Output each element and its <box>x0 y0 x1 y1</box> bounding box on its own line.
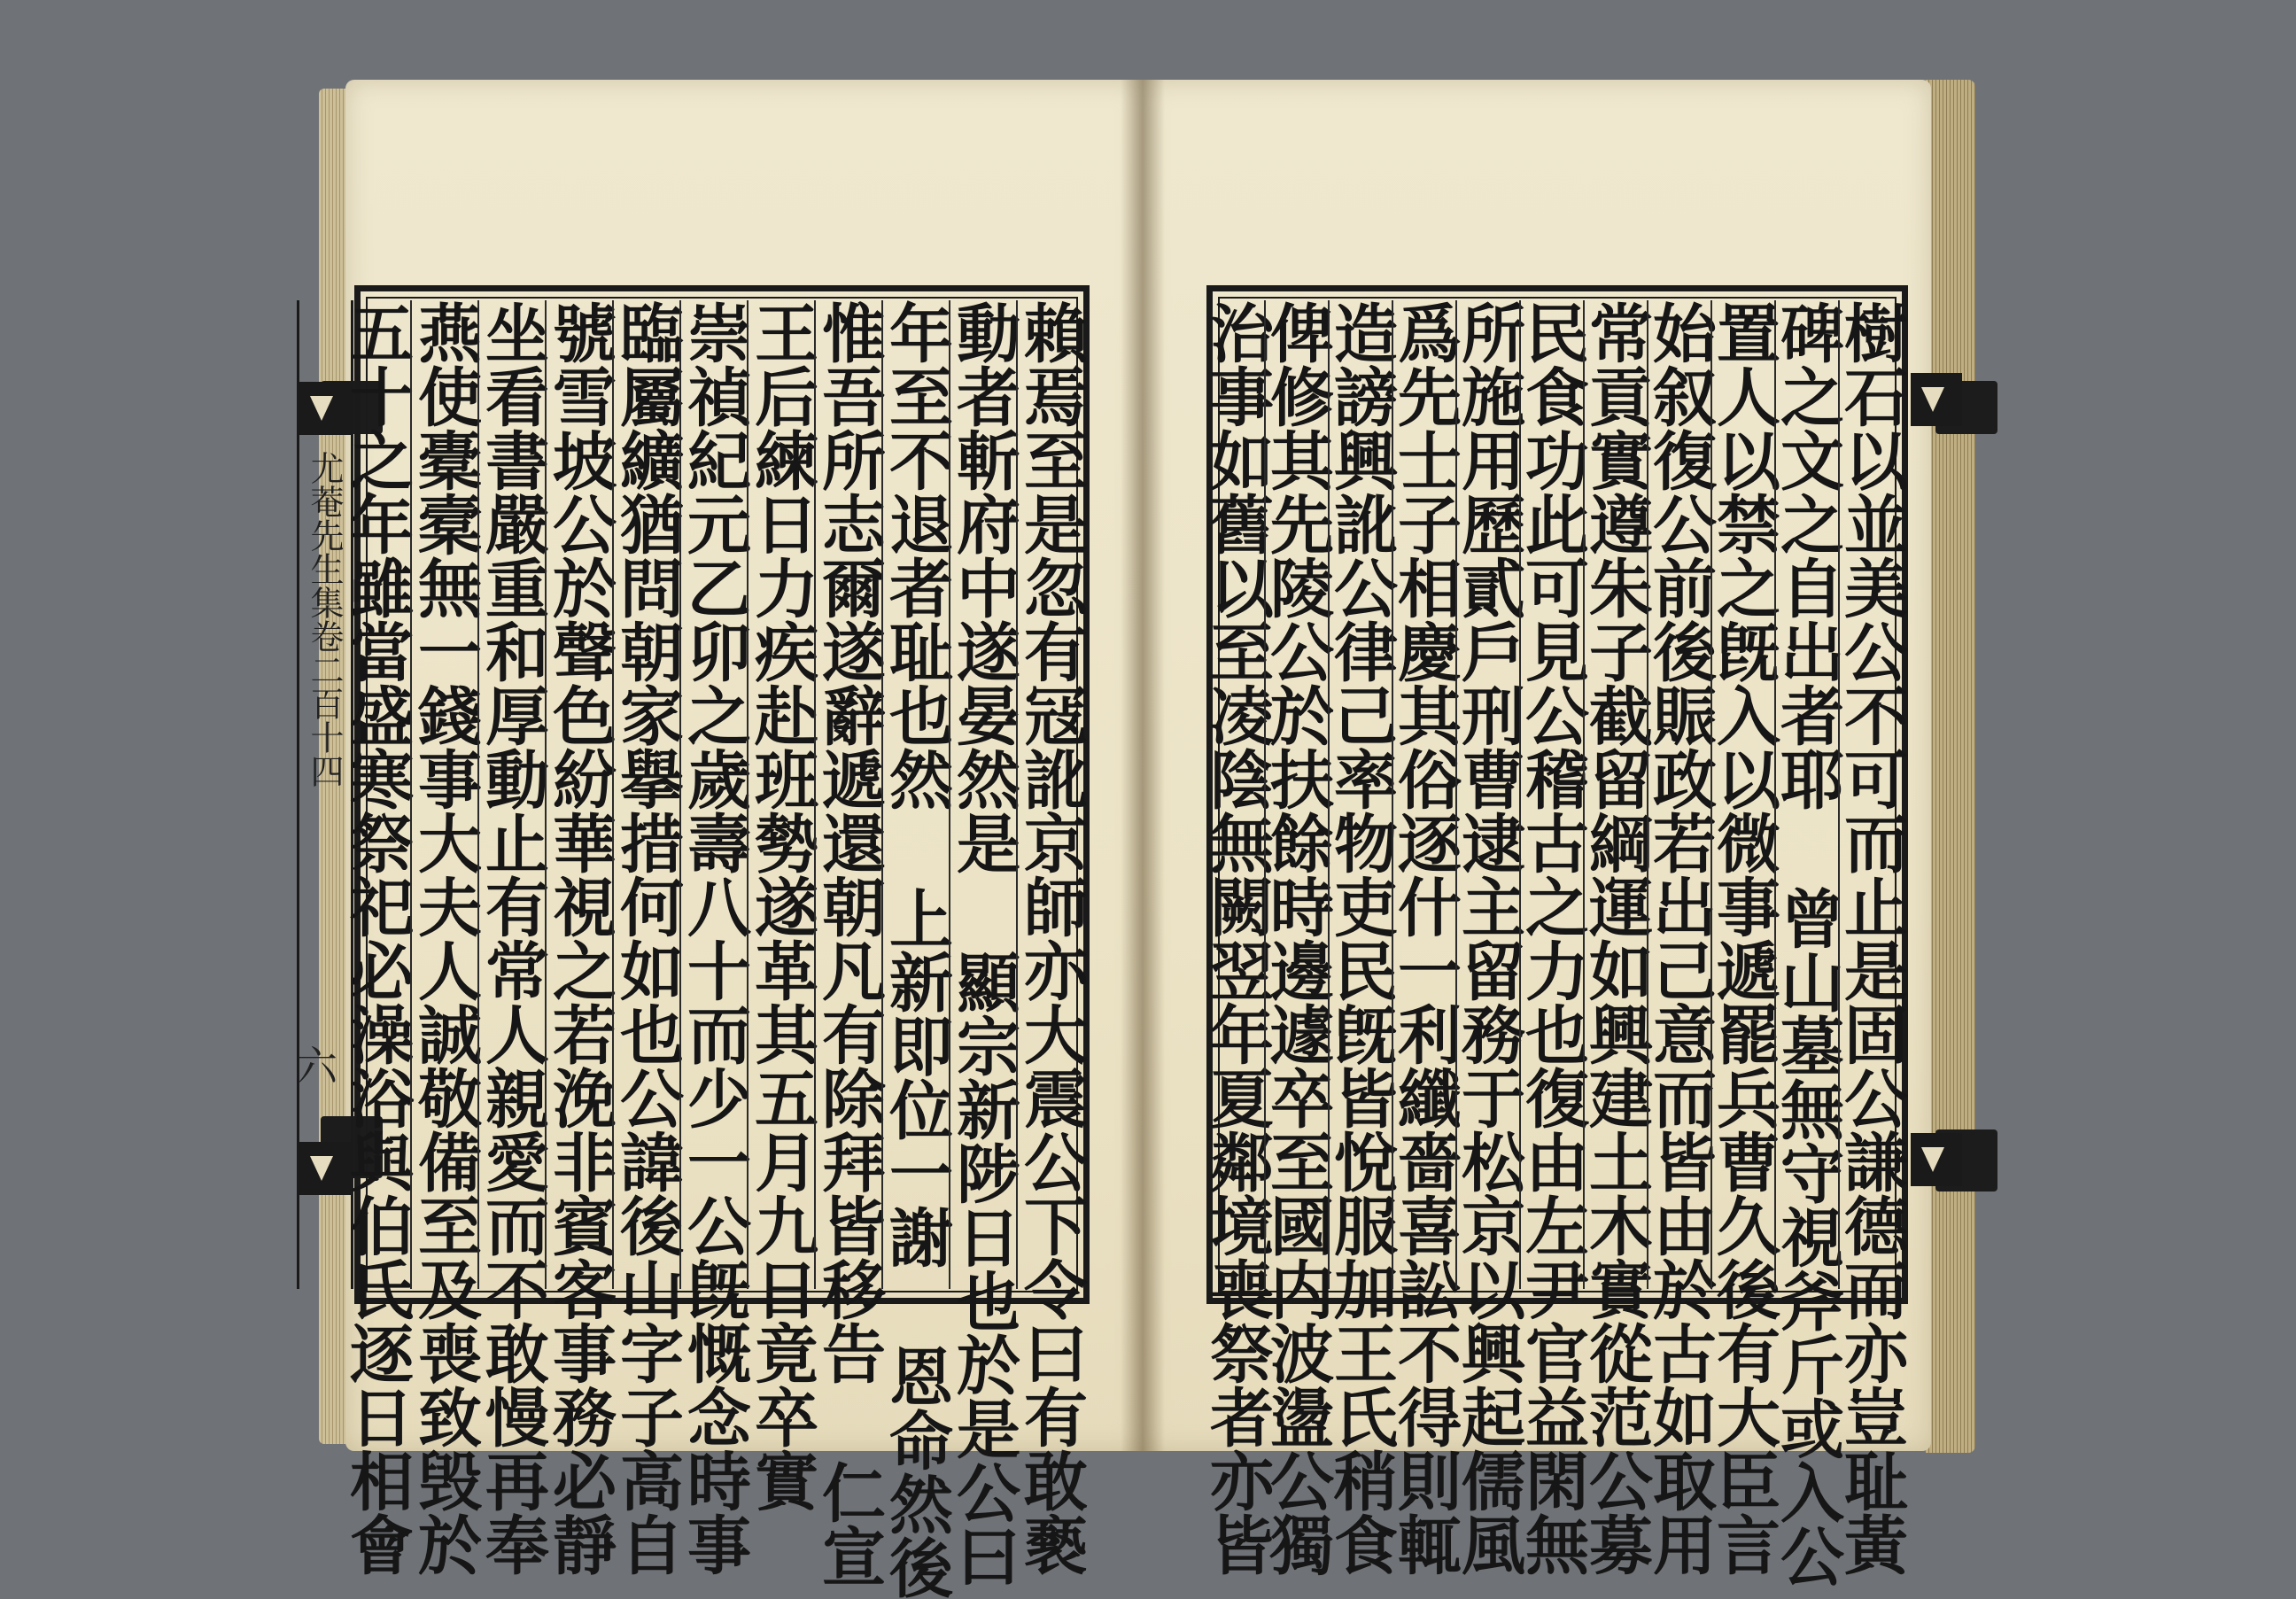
text-column: 賴焉至是忽有冦訛京師亦大震公下令曰有敢褻 <box>1013 300 1089 1576</box>
book-gutter <box>1121 80 1165 1451</box>
text-column: 年至不退者耻也然 上新即位一謝 恩命然後 <box>879 300 954 1599</box>
book-title: 尤菴先生集卷二百十四 <box>305 451 344 788</box>
text-column: 五十之年雖當盛寒祭祀必澡浴與伯氏逐日相會 <box>339 300 415 1576</box>
text-column: 臨屬纊猶問朝家擧措何如也公諱後山字子高自 <box>609 300 685 1576</box>
text-column: 燕使橐槖無一錢事大夫人誠敬備至及喪致毁於 <box>407 300 483 1576</box>
text-column: 爲先士子相慶其俗逐什一利纖嗇喜訟不得則輒 <box>1387 300 1462 1576</box>
page-number: 六 <box>291 1044 338 1085</box>
left-text-frame <box>291 285 1090 1599</box>
text-column: 置人以禁之旣入以微事遞罷兵曹久後有大臣言 <box>1706 300 1781 1576</box>
right-fishtail-mark-bottom <box>1911 1133 1962 1186</box>
text-column: 俾修其先陵公於扶餘時邊遽卒至國内波盪公獨 <box>1260 300 1335 1576</box>
right-fishtail-mark-top <box>1911 373 1962 426</box>
right-text-columns <box>1199 300 1909 1587</box>
right-page-edges <box>1926 80 1975 1453</box>
text-column: 動者斬府中遂晏然是 顯宗新陟日也於是公曰 <box>946 300 1021 1587</box>
text-column: 坐看書嚴重和厚動止有常人親愛而不敢慢再奉 <box>475 300 550 1576</box>
text-column: 碑之文之自出者耶 曾山墓無守視斧斤或入公 <box>1770 300 1845 1587</box>
text-column: 號雪坡公於聲色紛華視之若浼非賓客事務必靜 <box>542 300 617 1576</box>
left-text-columns <box>339 300 1089 1599</box>
text-column: 民食功此可見公稽古之力也復由左尹官益閑無 <box>1515 300 1590 1576</box>
text-column: 惟吾所志爾遂辭遞還朝凡有除拜皆移告 仁宣 <box>811 300 887 1587</box>
text-column: 常貢實遵朱子截留綱運如興建土木實從范公募 <box>1578 300 1654 1576</box>
text-column: 所施用歷貳戶刑曹逮主留務于松京以興起儒風 <box>1451 300 1526 1576</box>
text-column: 樹石以並美公不可而止是固公謙德而亦豈耻黃 <box>1834 300 1909 1576</box>
text-column: 崇禎紀元乙卯之歲壽八十而少一公旣慨念時事 <box>677 300 752 1576</box>
text-column: 造謗興訛公律己率物吏民旣皆悅服加王氏稍食 <box>1323 300 1399 1576</box>
text-column: 治事如舊以至凌陰無闕翌年夏鄰境喪祭者亦皆 <box>1199 300 1275 1576</box>
text-column: 王后練日力疾赴班勢遂革其五月九日竟卒實 <box>744 300 819 1512</box>
text-column: 始叙復公前後賑政若出己意而皆由於古如取用 <box>1642 300 1718 1576</box>
right-text-frame <box>1199 285 1909 1587</box>
